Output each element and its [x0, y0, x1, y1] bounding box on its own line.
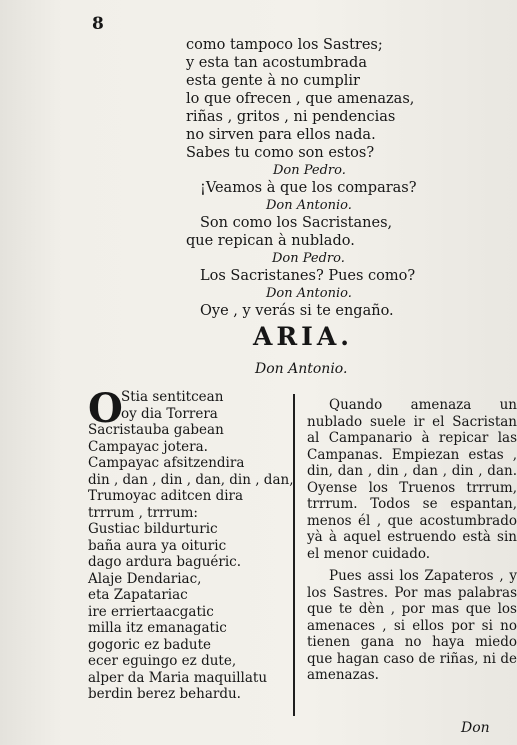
dialogue-line: lo que ofrecen , que amenazas, — [186, 91, 415, 107]
column-divider — [293, 394, 295, 716]
page-number: 8 — [92, 14, 104, 34]
dialogue-line: Los Sacristanes? Pues como? — [200, 268, 416, 284]
lyric-line: oy dia Torrera — [121, 405, 218, 422]
aria-title: ARIA. — [253, 322, 353, 351]
dialogue-line: esta gente à no cumplir — [186, 73, 360, 89]
lyric-line: Campayac jotera. — [88, 438, 208, 455]
dialogue-line: ¡Veamos à que los comparas? — [200, 180, 417, 196]
speaker-label: Don Pedro. — [273, 163, 346, 178]
lyric-line: trrrum , trrrum: — [88, 504, 198, 521]
lyric-line: Stia sentitcean — [121, 389, 224, 405]
lyric-line: Gustiac bildurturic — [88, 521, 218, 537]
lyric-line: Alaje Dendariac, — [88, 570, 202, 587]
lyric-line: ecer eguingo ez dute, — [88, 653, 237, 669]
speaker-label: Don Antonio. — [266, 286, 352, 301]
lyric-line: baña aura ya oituric — [88, 537, 227, 554]
speaker-label: Don Pedro. — [272, 251, 345, 266]
spanish-prose-column — [307, 397, 517, 690]
dialogue-line: no sirven para ellos nada. — [186, 127, 376, 143]
lyric-line: ire erriertaacgatic — [88, 603, 214, 620]
prose-paragraph: Pues assi los Zapateros , y los Sastres. Por mas palabras que te dèn , por mas que los amenaces , si ellos por si no tienen gana no haya miedo que hagan caso de riñas, ni de amenazas. — [307, 568, 517, 683]
lyric-line: milla itz emanagatic — [88, 620, 227, 636]
lyric-line: alper da Maria maquillatu — [88, 669, 268, 686]
basque-lyrics-column — [88, 385, 294, 703]
drop-cap: O — [88, 385, 123, 432]
lyric-line: Campayac afsitzendira — [88, 455, 245, 471]
lyric-line: berdin berez behardu. — [88, 686, 241, 702]
dialogue-line: Son como los Sacristanes, — [200, 215, 393, 231]
lyric-line: dago ardura baguéric. — [88, 554, 242, 570]
lyric-line: Sacristauba gabean — [88, 422, 224, 438]
dialogue-line: Oye , y verás si te engaño. — [200, 303, 394, 319]
dialogue-line: riñas , gritos , ni pendencias — [186, 109, 396, 125]
aria-speaker: Don Antonio. — [255, 361, 348, 377]
dialogue-line: y esta tan acostumbrada — [186, 55, 367, 71]
speaker-label: Don Antonio. — [266, 198, 352, 213]
lyric-line: Trumoyac aditcen dira — [88, 488, 244, 504]
lyric-line: gogoric ez badute — [88, 636, 211, 653]
dialogue-line: que repican à nublado. — [186, 233, 355, 249]
lyric-line: eta Zapatariac — [88, 587, 188, 603]
catchword: Don — [461, 720, 490, 736]
dialogue-line: como tampoco los Sastres; — [186, 37, 383, 53]
lyric-line: din , dan , din , dan, din , dan, — [88, 471, 294, 488]
dialogue-line: Sabes tu como son estos? — [186, 145, 375, 161]
prose-paragraph: Quando amenaza un nublado suele ir el Sacristan al Campanario à repicar las Campanas. Empiezan estas , din, dan , din , dan , din , dan. Oyense los Truenos trrrum, trrrum. Todos se espantan, menos él , que acostumbrado yà à aquel estruendo està sin el menor cuidado. — [307, 397, 517, 562]
